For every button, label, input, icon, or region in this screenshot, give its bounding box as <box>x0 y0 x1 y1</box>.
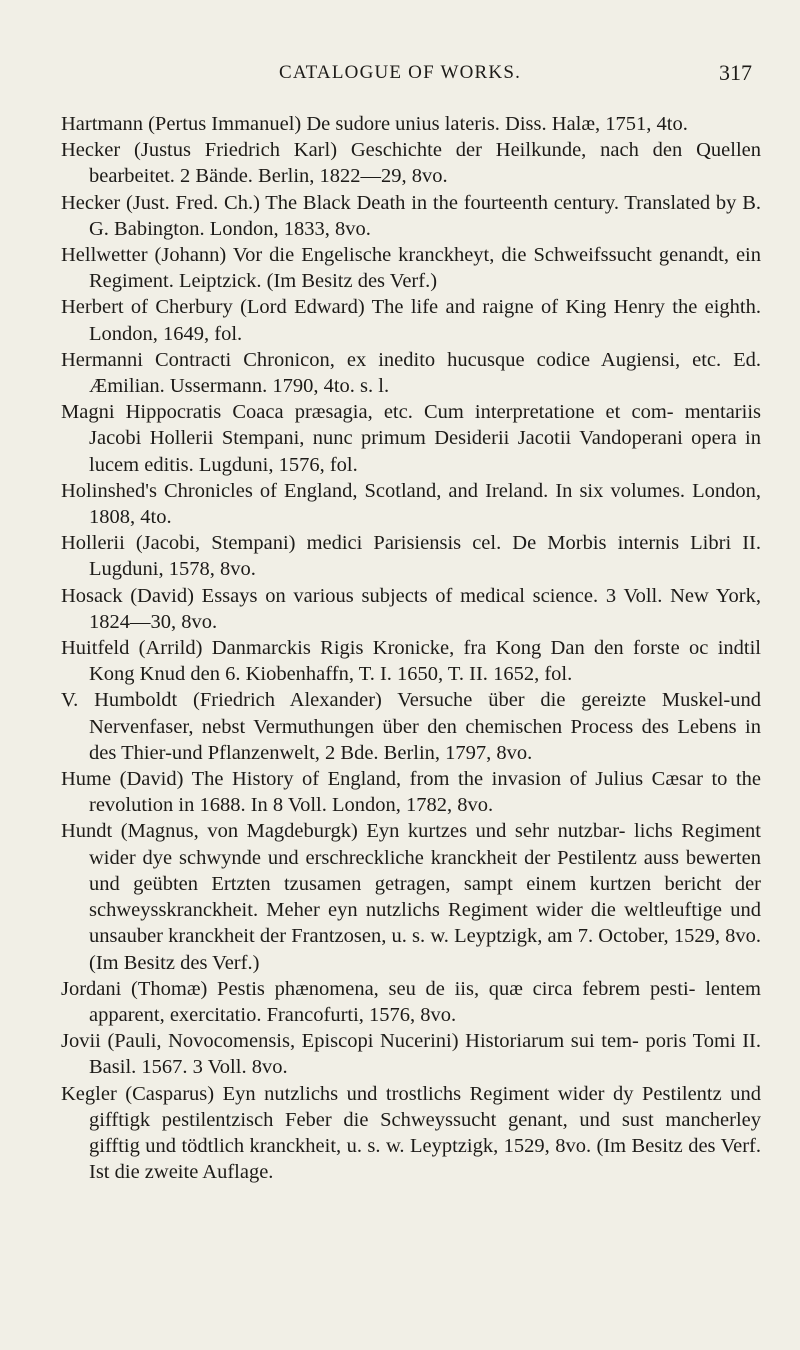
catalogue-entries <box>61 111 761 1185</box>
entry-line: sampt einem kurtzen bericht der schweysskranckheit. Meher eyn <box>89 872 761 922</box>
entry-line: Hermanni Contracti Chronicon, ex inedito hucusque codice Augiensi, <box>61 348 681 371</box>
entry-line: 1797, 8vo. <box>445 741 533 764</box>
catalogue-entry <box>61 137 761 189</box>
entry-line: mentariis Jacobi Hollerii Stempani, nunc primum Desiderii Jacotii <box>89 401 761 450</box>
entry-line: lentem apparent, exercitatio. Francofurti, 1576, 8vo. <box>89 977 762 1026</box>
entry-line: genandt, ein Regiment. Leiptzick. (Im Besitz des Verf.) <box>89 244 762 293</box>
entry-line: Jovii (Pauli, Novocomensis, Episcopi Nucerini) Historiarum sui tem- <box>61 1030 639 1053</box>
entry-line: Besitz des Verf.) <box>123 951 260 974</box>
catalogue-entry <box>61 294 761 346</box>
page-number: 317 <box>719 60 752 85</box>
entry-line: Hosack (David) Essays on various subjects of medical science. 3 Voll. <box>61 584 663 607</box>
entry-line: Hartmann (Pertus Immanuel) De sudore unius lateris. Diss. Halæ, <box>61 113 601 135</box>
catalogue-entry <box>61 818 761 975</box>
entry-line: Translated by B. G. Babington. London, 1833, 8vo. <box>89 191 761 240</box>
catalogue-entry <box>61 399 761 478</box>
catalogue-entry <box>61 530 761 582</box>
entry-line: Jordani (Thomæ) Pestis phænomena, seu de iis, quæ circa febrem pesti- <box>61 977 696 1000</box>
running-head <box>0 60 800 94</box>
entry-line: Kegler (Casparus) Eyn nutzlichs und trostlichs Regiment wider dy <box>61 1082 634 1105</box>
entry-line: New York, 1824—30, 8vo. <box>89 584 762 633</box>
entry-line: poris Tomi II. Basil. 1567. 3 Voll. 8vo. <box>89 1030 762 1079</box>
entry-line: Pestilentz und gifftigk pestilentzisch Feber die Schweyssucht genant, <box>89 1082 761 1131</box>
catalogue-entry <box>61 635 761 687</box>
entry-line: Vandoperani opera in lucem editis. Lugduni, 1576, fol. <box>89 427 761 476</box>
running-title: CATALOGUE OF WORKS. <box>278 62 522 83</box>
catalogue-entry <box>61 478 761 530</box>
entry-line: Huitfeld (Arrild) Danmarckis Rigis Kronicke, fra Kong Dan den <box>61 637 624 660</box>
entry-line: der Frantzosen, u. s. w. Leyptzigk, am 7. October, 1529, 8vo. (Im <box>89 925 761 974</box>
entry-line: Libri II. Lugduni, 1578, 8vo. <box>89 532 761 581</box>
catalogue-entry <box>61 583 761 635</box>
entry-line: 1751, 4to. <box>605 113 688 135</box>
catalogue-entry <box>61 347 761 399</box>
entry-line: etc. Ed. Æmilian. Ussermann. 1790, 4to. s. l. <box>89 348 762 398</box>
entry-line: V. Humboldt (Friedrich Alexander) Versuche über die gereizte <box>61 689 647 712</box>
catalogue-entry <box>61 1028 761 1080</box>
entry-line: Hecker (Justus Friedrich Karl) Geschichte der Heilkunde, nach den <box>61 139 683 162</box>
catalogue-entry <box>61 111 761 137</box>
entry-line: Hollerii (Jacobi, Stempani) medici Parisiensis cel. De Morbis internis <box>61 532 680 555</box>
entry-line: Cæsar to the revolution in 1688. In 8 Voll. London, 1782, 8vo. <box>89 768 762 817</box>
catalogue-entry <box>61 687 761 766</box>
entry-line: Quellen bearbeitet. 2 Bände. Berlin, 1822—29, 8vo. <box>89 139 762 188</box>
entry-line: nutzlichs Regiment wider die weltleuftige und unsauber kranckheit <box>89 899 761 948</box>
entry-line: Muskel-und Nervenfaser, nebst Vermuthungen über den chemischen <box>89 689 761 738</box>
catalogue-entry <box>61 976 761 1028</box>
entry-line: forste oc indtil Kong Knud den 6. Kiobenhaffn, T. I. 1650, T. II. <box>89 637 761 686</box>
catalogue-entry <box>61 190 761 242</box>
catalogue-entry <box>61 1081 761 1186</box>
entry-line: Hundt (Magnus, von Magdeburgk) Eyn kurtzes und sehr nutzbar- <box>61 820 626 843</box>
catalogue-entry <box>61 766 761 818</box>
entry-line: lichs Regiment wider dye schwynde und erschreckliche kranckheit <box>89 820 762 869</box>
entry-line: Process des Lebens in des Thier-und Pflanzenwelt, 2 Bde. Berlin, <box>89 715 761 764</box>
entry-line: Herbert of Cherbury (Lord Edward) The life and raigne of King Henry <box>61 296 665 319</box>
entry-line: 1652, fol. <box>493 663 573 686</box>
entry-line: der Pestilentz auss bewerten und geübten Ertzten tzusamen getragen, <box>89 846 762 895</box>
entry-line: Holinshed's Chronicles of England, Scotland, and Ireland. In six <box>61 479 604 502</box>
entry-line: Magni Hippocratis Coaca præsagia, etc. Cum interpretatione et com- <box>61 401 674 424</box>
entry-line: volumes. London, 1808, 4to. <box>89 479 762 529</box>
entry-line: Hume (David) The History of England, from the invasion of Julius <box>61 768 644 791</box>
entry-line: Hecker (Just. Fred. Ch.) The Black Death in the fourteenth century. <box>61 191 619 214</box>
entry-line: Hellwetter (Johann) Vor die Engelische kranckheyt, die Schweifssucht <box>61 244 652 267</box>
catalogue-entry <box>61 242 761 294</box>
entry-line: Leyptzigk, 1529, 8vo. (Im Besitz des Verf. Ist die zweite Auflage. <box>89 1134 761 1184</box>
entry-line: und sust mancherley gifftig und tödtlich kranckheit, u. s. w. <box>89 1108 762 1157</box>
entry-line: the eighth. London, 1649, fol. <box>89 296 761 345</box>
